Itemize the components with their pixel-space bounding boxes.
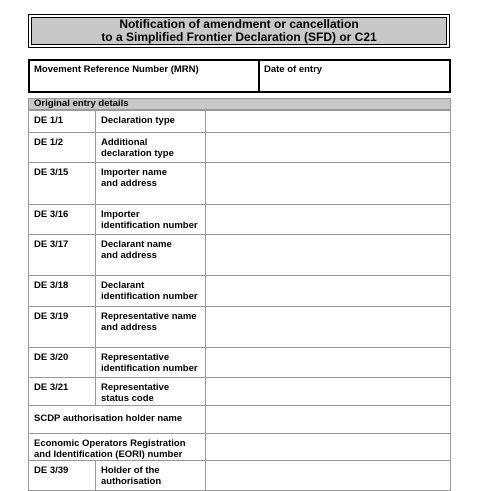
row-code: DE 3/15: [29, 163, 96, 205]
table-row: [29, 276, 451, 307]
eori-number-label: Economic Operators Registration and Identification (EORI) number: [29, 434, 206, 461]
table-row: [29, 461, 451, 491]
table-row: [29, 348, 451, 378]
scdp-holder-value-field[interactable]: [206, 406, 451, 434]
section-header-original-entry: Original entry details: [28, 98, 451, 110]
row-code: DE 3/17: [29, 235, 96, 276]
table-row: [29, 307, 451, 348]
form-title-box: [28, 14, 450, 48]
row-label: Representative identification number: [96, 348, 206, 378]
table-row: [29, 235, 451, 276]
row-code: DE 3/16: [29, 205, 96, 235]
row-value-field[interactable]: [206, 276, 451, 307]
date-of-entry-label: Date of entry: [264, 64, 323, 75]
table-row: [29, 133, 451, 163]
table-row: [29, 378, 451, 406]
row-value-field[interactable]: [206, 378, 451, 406]
row-label: Holder of the authorisation: [96, 461, 206, 491]
row-code: DE 1/2: [29, 133, 96, 163]
table-row-scdp: [29, 406, 451, 434]
row-label: Representative name and address: [96, 307, 206, 348]
mrn-label: Movement Reference Number (MRN): [34, 64, 199, 75]
row-code: DE 3/20: [29, 348, 96, 378]
row-value-field[interactable]: [206, 133, 451, 163]
form-title-line-1: Notification of amendment or cancellation: [119, 17, 359, 31]
row-code: DE 1/1: [29, 111, 96, 133]
row-label: Declarant identification number: [96, 276, 206, 307]
table-row: [29, 205, 451, 235]
row-code: DE 3/39: [29, 461, 96, 491]
table-row: [29, 111, 451, 133]
row-value-field[interactable]: [206, 461, 451, 491]
row-label: Importer identification number: [96, 205, 206, 235]
eori-number-value-field[interactable]: [206, 434, 451, 461]
row-code: DE 3/21: [29, 378, 96, 406]
row-code: DE 3/19: [29, 307, 96, 348]
mrn-date-row: [28, 59, 451, 93]
mrn-field[interactable]: [30, 61, 260, 91]
row-code: DE 3/18: [29, 276, 96, 307]
row-value-field[interactable]: [206, 111, 451, 133]
row-value-field[interactable]: [206, 235, 451, 276]
row-label: Importer name and address: [96, 163, 206, 205]
row-value-field[interactable]: [206, 163, 451, 205]
scdp-holder-label: SCDP authorisation holder name: [29, 406, 206, 434]
row-label: Declaration type: [96, 111, 206, 133]
row-label: Declarant name and address: [96, 235, 206, 276]
row-value-field[interactable]: [206, 205, 451, 235]
original-entry-table: [28, 110, 451, 491]
table-row-eori: [29, 434, 451, 461]
form-title: [31, 17, 447, 45]
date-of-entry-field[interactable]: [260, 61, 449, 91]
row-label: Additional declaration type: [96, 133, 206, 163]
row-value-field[interactable]: [206, 348, 451, 378]
row-value-field[interactable]: [206, 307, 451, 348]
table-row: [29, 163, 451, 205]
row-label: Representative status code: [96, 378, 206, 406]
form-title-line-2: to a Simplified Frontier Declaration (SFD) or C21: [101, 30, 377, 44]
